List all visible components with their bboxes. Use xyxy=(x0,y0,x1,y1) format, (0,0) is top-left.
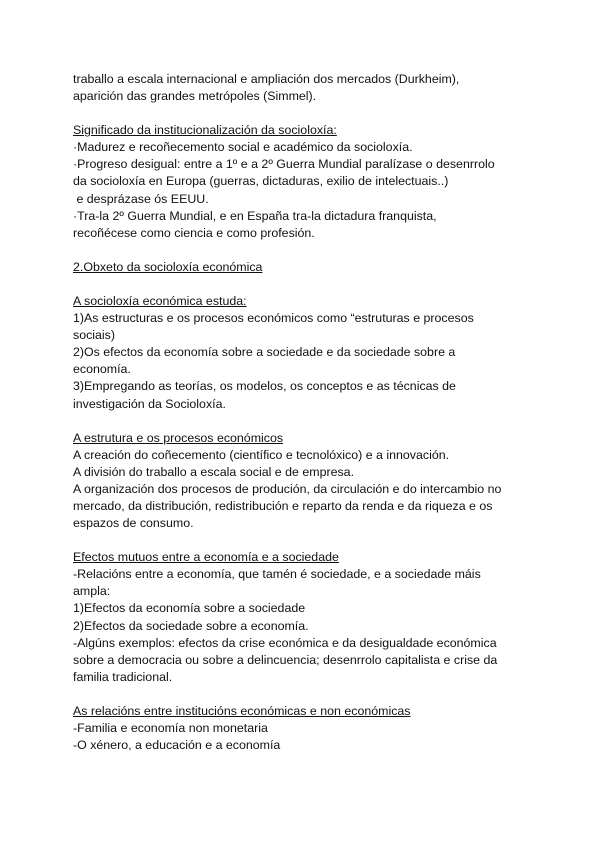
text-line: A organización dos procesos de produción, da circulación e do intercambio no xyxy=(73,481,502,496)
blank-line xyxy=(73,413,543,430)
section-heading: Efectos mutuos entre a economía e a sociedade xyxy=(73,550,339,565)
section-estuda xyxy=(73,293,543,413)
text-line: A creación do coñecemento (científico e tecnolóxico) e a innovación. xyxy=(73,447,450,462)
text-line: ampla: xyxy=(73,584,111,599)
text-line: -Algúns exemplos: efectos da crise económica e da desigualdade económica xyxy=(73,635,497,650)
section-heading: 2.Obxeto da socioloxía económica xyxy=(73,259,263,274)
document-page xyxy=(73,71,543,754)
text-line: sociais) xyxy=(73,328,115,343)
text-line: e desprázase ós EEUU. xyxy=(73,191,209,206)
text-line: -O xénero, a educación e a economía xyxy=(73,738,281,753)
section-relacions xyxy=(73,703,543,754)
text-line: 2)Os efectos da economía sobre a sociedade e da sociedade sobre a xyxy=(73,345,456,360)
blank-line xyxy=(73,686,543,703)
section-obxeto xyxy=(73,259,543,276)
text-line: 1)Efectos da economía sobre a sociedade xyxy=(73,601,306,616)
text-line: ·Tra-la 2º Guerra Mundial, e en España tra-la dictadura franquista, xyxy=(73,208,437,223)
section-heading: Significado da institucionalización da socioloxía: xyxy=(73,123,337,138)
text-line: da socioloxía en Europa (guerras, dictaduras, exilio de intelectuais..) xyxy=(73,174,449,189)
text-line: recoñécese como ciencia e como profesión. xyxy=(73,225,315,240)
section-heading: A socioloxía económica estuda: xyxy=(73,293,247,308)
text-line: 3)Empregando as teorías, os modelos, os conceptos e as técnicas de xyxy=(73,379,456,394)
blank-line xyxy=(73,242,543,259)
text-line: -Familia e economía non monetaria xyxy=(73,721,268,735)
text-line: mercado, da distribución, redistribución e reparto da renda e da riqueza e os xyxy=(73,498,493,513)
text-line: economía. xyxy=(73,362,131,377)
blank-line xyxy=(73,276,543,293)
text-line: sobre a democracia ou sobre a delincuencia; desenrrolo capitalista e crise da xyxy=(73,652,498,667)
section-estrutura xyxy=(73,430,543,533)
text-line: 1)As estructuras e os procesos económicos como “estruturas e procesos xyxy=(73,311,474,326)
text-line: espazos de consumo. xyxy=(73,516,194,531)
section-efectos xyxy=(73,549,543,686)
section-institucionalizacion xyxy=(73,122,543,242)
blank-line xyxy=(73,532,543,549)
blank-line xyxy=(73,105,543,122)
text-line: ·Progreso desigual: entre a 1º e a 2º Guerra Mundial paralízase o desenrrolo xyxy=(73,157,495,172)
text-line: ·Madurez e recoñecemento social e académico da socioloxía. xyxy=(73,140,413,155)
text-line: traballo a escala internacional e ampliación dos mercados (Durkheim), xyxy=(73,72,460,86)
text-line: aparición das grandes metrópoles (Simmel). xyxy=(73,89,317,104)
section-heading: As relacións entre institucións económicas e non económicas xyxy=(73,703,411,718)
text-line: familia tradicional. xyxy=(73,669,173,684)
intro-paragraph xyxy=(73,71,543,105)
text-line: -Relacións entre a economía, que tamén é sociedade, e a sociedade máis xyxy=(73,567,481,582)
section-heading: A estrutura e os procesos económicos xyxy=(73,430,284,445)
text-line: 2)Efectos da sociedade sobre a economía. xyxy=(73,618,309,633)
text-line: investigación da Socioloxía. xyxy=(73,396,226,411)
text-line: A división do traballo a escala social e de empresa. xyxy=(73,464,355,479)
